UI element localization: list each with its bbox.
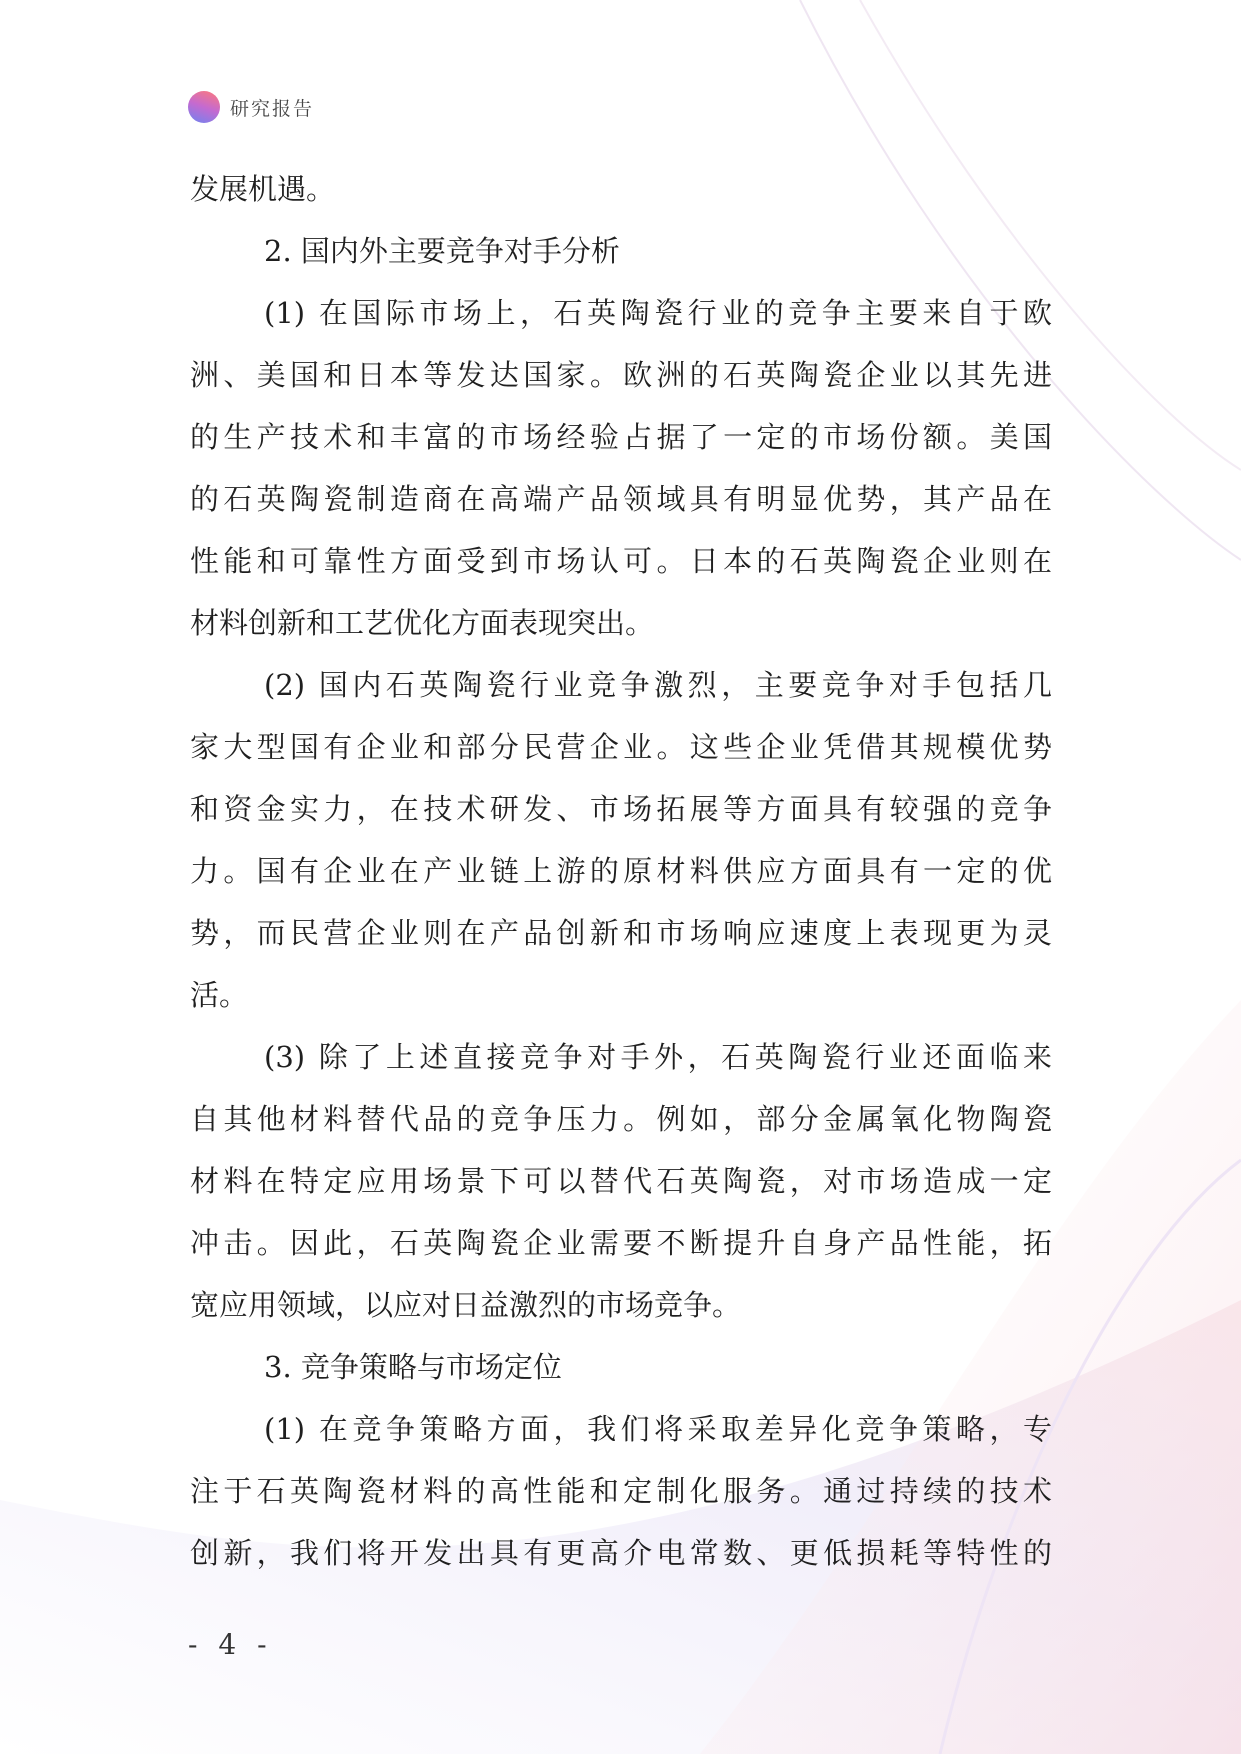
page-number: - 4 - xyxy=(188,1628,273,1661)
page-header xyxy=(188,90,314,124)
text-line: 势，而民营企业则在产品创新和市场响应速度上表现更为灵 xyxy=(190,916,1052,950)
text-line: 的生产技术和丰富的市场经验占据了一定的市场份额。美国 xyxy=(190,420,1052,454)
text-line: (1) 在国际市场上，石英陶瓷行业的竞争主要来自于欧 xyxy=(264,296,1052,330)
text-line: (3) 除了上述直接竞争对手外，石英陶瓷行业还面临来 xyxy=(264,1040,1052,1074)
text-line: 自其他材料替代品的竞争压力。例如，部分金属氧化物陶瓷 xyxy=(190,1102,1052,1136)
text-line: 家大型国有企业和部分民营企业。这些企业凭借其规模优势 xyxy=(190,730,1052,764)
text-line: 冲击。因此，石英陶瓷企业需要不断提升自身产品性能，拓 xyxy=(190,1226,1052,1260)
text-line: 力。国有企业在产业链上游的原材料供应方面具有一定的优 xyxy=(190,854,1052,888)
text-line: 发展机遇。 xyxy=(190,172,336,206)
document-body xyxy=(190,158,1052,1584)
logo-icon xyxy=(188,91,220,123)
text-line: 材料在特定应用场景下可以替代石英陶瓷，对市场造成一定 xyxy=(190,1164,1052,1198)
text-line: 材料创新和工艺优化方面表现突出。 xyxy=(190,606,655,640)
text-line: 活。 xyxy=(190,978,249,1012)
text-line: 的石英陶瓷制造商在高端产品领域具有明显优势，其产品在 xyxy=(190,482,1052,516)
section-heading: 2. 国内外主要竞争对手分析 xyxy=(264,234,620,268)
text-line: (1) 在竞争策略方面，我们将采取差异化竞争策略，专 xyxy=(264,1412,1052,1446)
text-line: 宽应用领域，以应对日益激烈的市场竞争。 xyxy=(190,1288,742,1322)
text-line: 创新，我们将开发出具有更高介电常数、更低损耗等特性的 xyxy=(190,1536,1052,1570)
header-title: 研究报告 xyxy=(230,97,315,120)
text-line: 注于石英陶瓷材料的高性能和定制化服务。通过持续的技术 xyxy=(190,1474,1052,1508)
text-line: 性能和可靠性方面受到市场认可。日本的石英陶瓷企业则在 xyxy=(190,544,1052,578)
text-line: 和资金实力，在技术研发、市场拓展等方面具有较强的竞争 xyxy=(190,792,1052,826)
text-line: (2) 国内石英陶瓷行业竞争激烈，主要竞争对手包括几 xyxy=(264,668,1052,702)
section-heading: 3. 竞争策略与市场定位 xyxy=(264,1350,562,1384)
text-line: 洲、美国和日本等发达国家。欧洲的石英陶瓷企业以其先进 xyxy=(190,358,1052,392)
